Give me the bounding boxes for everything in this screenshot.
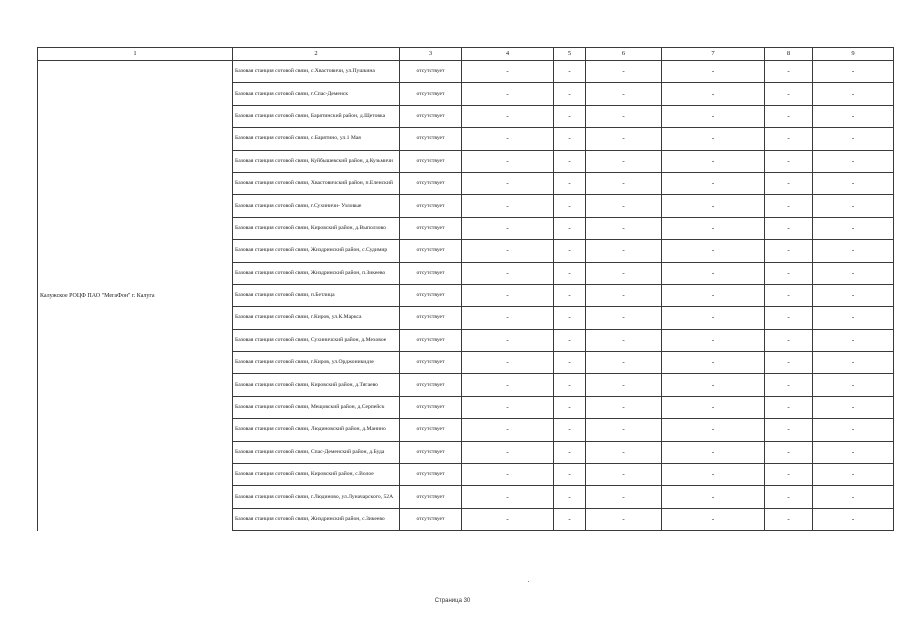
value-cell: - [662,352,765,374]
value-cell: - [462,61,554,83]
value-cell: - [586,284,662,306]
value-cell: - [586,83,662,105]
value-cell: - [662,195,765,217]
value-cell: - [813,128,894,150]
value-cell: - [765,329,813,351]
value-cell: - [554,307,586,329]
column-header: 1 [38,48,233,61]
object-cell: Базовая станция сотовой связи, Кировский район, д.Выползово [233,217,400,239]
status-cell: отсутствует [400,105,462,127]
value-cell: - [765,195,813,217]
column-header: 2 [233,48,400,61]
value-cell: - [765,262,813,284]
header-row [38,48,894,61]
column-header: 7 [662,48,765,61]
status-cell: отсутствует [400,508,462,530]
column-header: 5 [554,48,586,61]
value-cell: - [813,240,894,262]
value-cell: - [586,61,662,83]
value-cell: - [662,61,765,83]
column-header: 6 [586,48,662,61]
object-cell: Базовая станция сотовой связи, Кировский район, д.Тягаево [233,374,400,396]
status-cell: отсутствует [400,284,462,306]
value-cell: - [462,172,554,194]
object-cell: Базовая станция сотовой связи, п.Бетлица [233,284,400,306]
value-cell: - [554,508,586,530]
value-cell: - [765,464,813,486]
table-row [38,61,894,83]
value-cell: - [554,240,586,262]
value-cell: - [662,374,765,396]
value-cell: - [462,486,554,508]
value-cell: - [765,240,813,262]
value-cell: - [813,217,894,239]
value-cell: - [765,508,813,530]
value-cell: - [462,374,554,396]
table-body [38,61,894,531]
status-cell: отсутствует [400,262,462,284]
value-cell: - [586,464,662,486]
value-cell: - [462,262,554,284]
value-cell: - [765,441,813,463]
object-cell: Базовая станция сотовой связи, с.Хвастовичи, ул.Пушкина [233,61,400,83]
organization-cell: Калужское РОЦФ ПАО "МегаФон" г. Калуга [38,61,233,531]
value-cell: - [554,284,586,306]
object-cell: Базовая станция сотовой связи, Куйбышевский район, д.Кузьмичи [233,150,400,172]
status-cell: отсутствует [400,396,462,418]
status-cell: отсутствует [400,195,462,217]
status-cell: отсутствует [400,352,462,374]
scan-speck [528,581,529,582]
value-cell: - [554,83,586,105]
object-cell: Базовая станция сотовой связи, Жиздринский район, п.Зикеево [233,262,400,284]
object-cell: Базовая станция сотовой связи, Сухиничский район, д.Меховое [233,329,400,351]
value-cell: - [662,172,765,194]
object-cell: Базовая станция сотовой связи, г.Киров, ул.Орджоникидзе [233,352,400,374]
status-cell: отсутствует [400,307,462,329]
value-cell: - [462,105,554,127]
value-cell: - [586,105,662,127]
value-cell: - [586,329,662,351]
value-cell: - [586,508,662,530]
value-cell: - [662,307,765,329]
object-cell: Базовая станция сотовой связи, Мещовский район, д.Серпейск [233,396,400,418]
value-cell: - [813,284,894,306]
value-cell: - [462,352,554,374]
value-cell: - [462,217,554,239]
value-cell: - [662,396,765,418]
object-cell: Базовая станция сотовой связи, Хвастовичский район, п.Еленский [233,172,400,194]
value-cell: - [765,172,813,194]
value-cell: - [554,172,586,194]
object-cell: Базовая станция сотовой связи, г.Спас-Деменск [233,83,400,105]
value-cell: - [765,352,813,374]
object-cell: Базовая станция сотовой связи, Спас-Деменский район, д.Буда [233,441,400,463]
value-cell: - [813,464,894,486]
value-cell: - [765,284,813,306]
value-cell: - [554,419,586,441]
status-cell: отсутствует [400,240,462,262]
value-cell: - [813,352,894,374]
status-cell: отсутствует [400,217,462,239]
status-cell: отсутствует [400,128,462,150]
value-cell: - [765,150,813,172]
value-cell: - [813,441,894,463]
value-cell: - [586,150,662,172]
value-cell: - [813,419,894,441]
value-cell: - [662,508,765,530]
status-cell: отсутствует [400,464,462,486]
value-cell: - [662,284,765,306]
value-cell: - [554,217,586,239]
value-cell: - [662,329,765,351]
value-cell: - [813,486,894,508]
value-cell: - [662,240,765,262]
object-cell: Базовая станция сотовой связи, Кировский район, с.Волое [233,464,400,486]
value-cell: - [462,419,554,441]
value-cell: - [462,150,554,172]
value-cell: - [586,240,662,262]
value-cell: - [765,396,813,418]
value-cell: - [586,419,662,441]
status-cell: отсутствует [400,172,462,194]
value-cell: - [462,195,554,217]
value-cell: - [813,329,894,351]
value-cell: - [813,172,894,194]
value-cell: - [662,150,765,172]
column-header: 3 [400,48,462,61]
value-cell: - [554,441,586,463]
value-cell: - [554,396,586,418]
value-cell: - [813,150,894,172]
value-cell: - [813,508,894,530]
status-cell: отсутствует [400,441,462,463]
value-cell: - [813,374,894,396]
value-cell: - [765,419,813,441]
value-cell: - [462,396,554,418]
value-cell: - [586,172,662,194]
value-cell: - [813,195,894,217]
value-cell: - [813,396,894,418]
value-cell: - [813,61,894,83]
column-header: 8 [765,48,813,61]
value-cell: - [554,352,586,374]
value-cell: - [586,441,662,463]
page-number: Страница 30 [434,598,471,604]
value-cell: - [554,464,586,486]
value-cell: - [554,195,586,217]
status-cell: отсутствует [400,329,462,351]
object-cell: Базовая станция сотовой связи, г.Сухиничи- Узловые [233,195,400,217]
value-cell: - [813,307,894,329]
value-cell: - [554,128,586,150]
data-table [37,47,894,531]
object-cell: Базовая станция сотовой связи, г.Киров, ул.К.Маркса [233,307,400,329]
value-cell: - [586,128,662,150]
value-cell: - [586,262,662,284]
value-cell: - [662,128,765,150]
value-cell: - [462,128,554,150]
status-cell: отсутствует [400,83,462,105]
value-cell: - [554,105,586,127]
value-cell: - [462,464,554,486]
value-cell: - [662,262,765,284]
value-cell: - [662,486,765,508]
status-cell: отсутствует [400,61,462,83]
value-cell: - [462,83,554,105]
value-cell: - [662,419,765,441]
value-cell: - [462,329,554,351]
value-cell: - [586,352,662,374]
value-cell: - [462,240,554,262]
value-cell: - [765,307,813,329]
value-cell: - [462,441,554,463]
object-cell: Базовая станция сотовой связи, Барятинский район, д.Щетовка [233,105,400,127]
value-cell: - [765,374,813,396]
value-cell: - [586,486,662,508]
value-cell: - [554,150,586,172]
value-cell: - [662,217,765,239]
status-cell: отсутствует [400,419,462,441]
value-cell: - [586,217,662,239]
value-cell: - [765,217,813,239]
value-cell: - [813,105,894,127]
status-cell: отсутствует [400,486,462,508]
value-cell: - [462,307,554,329]
object-cell: Базовая станция сотовой связи, Людиновский район, д.Манино [233,419,400,441]
value-cell: - [765,83,813,105]
value-cell: - [813,83,894,105]
object-cell: Базовая станция сотовой связи, г.Людиново, ул.Луначарского, 52А [233,486,400,508]
value-cell: - [662,464,765,486]
column-header: 9 [813,48,894,61]
value-cell: - [765,105,813,127]
value-cell: - [554,61,586,83]
value-cell: - [662,441,765,463]
status-cell: отсутствует [400,150,462,172]
value-cell: - [554,262,586,284]
value-cell: - [554,486,586,508]
value-cell: - [586,195,662,217]
value-cell: - [586,396,662,418]
value-cell: - [765,61,813,83]
status-cell: отсутствует [400,374,462,396]
object-cell: Базовая станция сотовой связи, Жиздринский район, с.Зикеево [233,508,400,530]
value-cell: - [662,83,765,105]
value-cell: - [554,374,586,396]
value-cell: - [765,128,813,150]
value-cell: - [813,262,894,284]
value-cell: - [554,329,586,351]
value-cell: - [586,374,662,396]
column-header: 4 [462,48,554,61]
value-cell: - [586,307,662,329]
value-cell: - [765,486,813,508]
object-cell: Базовая станция сотовой связи, Жиздринский район, с.Судимир [233,240,400,262]
value-cell: - [462,508,554,530]
object-cell: Базовая станция сотовой связи, с.Барятино, ул.1 Мая [233,128,400,150]
value-cell: - [662,105,765,127]
value-cell: - [462,284,554,306]
